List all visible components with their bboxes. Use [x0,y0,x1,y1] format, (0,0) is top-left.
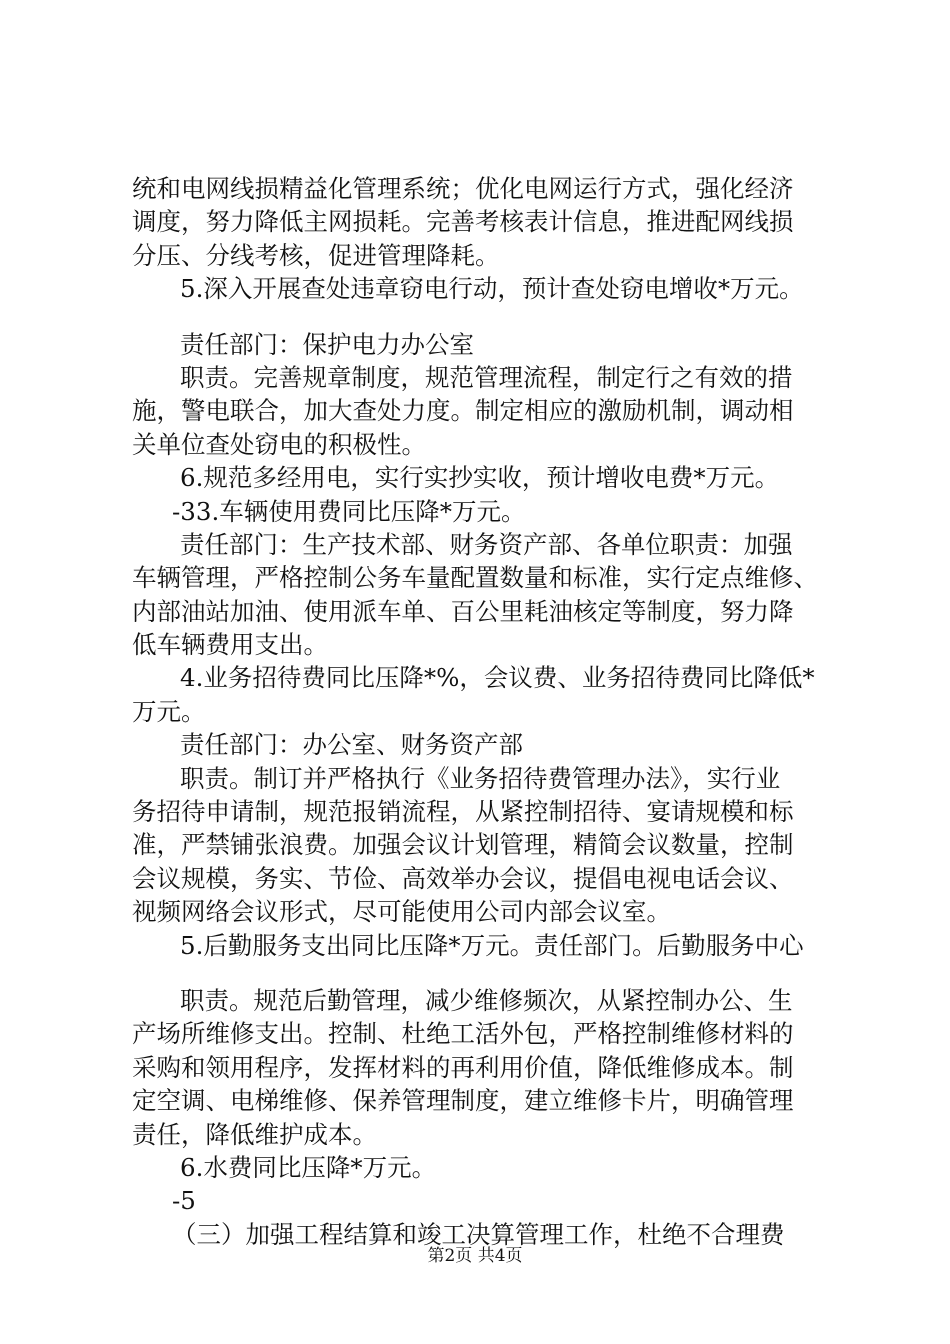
text-line: 关单位查处窃电的积极性。 [132,429,426,459]
text-line: 内部油站加油、使用派车单、百公里耗油核定等制度，努力降 [132,596,794,626]
text-line: 5.后勤服务支出同比压降*万元。责任部门。后勤服务中心 [180,930,804,960]
paragraph-gap [132,962,842,984]
text-line: 准，严禁铺张浪费。加强会议计划管理，精简会议数量，控制 [132,830,794,860]
text-line: 务招待申请制，规范报销流程，从紧控制招待、宴请规模和标 [132,797,794,827]
text-line: 6.水费同比压降*万元。 [180,1152,437,1182]
text-line: 低车辆费用支出。 [132,630,328,660]
text-line: 视频网络会议形式，尽可能使用公司内部会议室。 [132,897,671,927]
text-line: （三）加强工程结算和竣工决算管理工作，杜绝不合理费 [172,1219,785,1249]
text-line: 万元。 [132,696,206,726]
text-line: 产场所维修支出。控制、杜绝工活外包，严格控制维修材料的 [132,1019,794,1049]
text-line: 会议规模，务实、节俭、高效举办会议，提倡电视电话会议、 [132,863,794,893]
text-line: 车辆管理，严格控制公务车量配置数量和标准，实行定点维修、 [132,563,818,593]
text-line: 职责。完善规章制度，规范管理流程，制定行之有效的措 [180,362,793,392]
text-line: 职责。制订并严格执行《业务招待费管理办法》，实行业 [180,763,781,793]
text-line: 责任部门：办公室、财务资产部 [180,730,523,760]
body-text [132,172,842,1251]
text-line: 统和电网线损精益化管理系统；优化电网运行方式，强化经济 [132,174,794,203]
text-line: 采购和领用程序，发挥材料的再利用价值，降低维修成本。制 [132,1052,794,1082]
text-line: 5.深入开展查处违章窃电行动，预计查处窃电增收*万元。 [180,274,804,304]
text-line: 职责。规范后勤管理，减少维修频次，从紧控制办公、生 [180,985,793,1015]
text-line: 调度，努力降低主网损耗。完善考核表计信息，推进配网线损 [132,207,794,237]
page-footer: 第2页 共4页 [427,1246,523,1266]
paragraph-gap [132,306,842,328]
text-line: 定空调、电梯维修、保养管理制度，建立维修卡片，明确管理 [132,1086,794,1116]
text-line: 4.业务招待费同比压降*%，会议费、业务招待费同比降低* [180,663,815,693]
text-line: -33.车辆使用费同比压降*万元。 [172,496,526,526]
text-line: 分压、分线考核，促进管理降耗。 [132,240,500,270]
text-line: 施，警电联合，加大查处力度。制定相应的激励机制，调动相 [132,396,794,426]
text-line: 责任，降低维护成本。 [132,1119,377,1149]
text-line: 6.规范多经用电，实行实抄实收，预计增收电费*万元。 [180,463,780,493]
text-line: 责任部门：生产技术部、财务资产部、各单位职责：加强 [180,529,793,559]
text-line: -5 [172,1186,196,1216]
text-line: 责任部门：保护电力办公室 [180,329,474,359]
